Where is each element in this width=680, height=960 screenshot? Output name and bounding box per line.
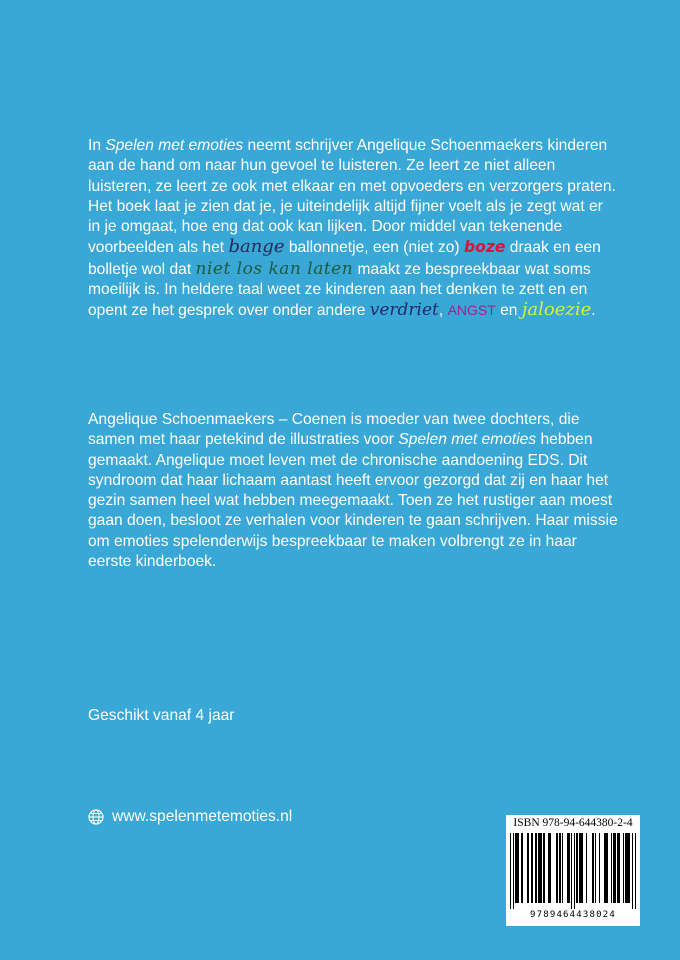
barcode-bar [632,833,633,909]
barcode-bar [522,833,523,903]
barcode-bar [635,833,636,909]
barcode-bar [562,833,563,903]
barcode-bar [568,833,569,903]
body-text: draak en een bolletje wol dat [88,239,601,278]
barcode-bar [556,833,557,903]
author-paragraph [88,410,618,572]
barcode-bar [582,833,583,903]
globe-icon [88,809,104,825]
barcode-bar [571,833,572,909]
book-title: Spelen met emoties [398,431,537,449]
body-text: en [495,302,522,320]
barcode-bar [586,833,587,903]
age-recommendation: Geschikt vanaf 4 jaar [88,707,235,724]
punctuation: , [438,302,448,320]
barcode-bar [531,833,532,903]
punctuation: . [591,302,596,320]
barcode-bar [541,833,542,903]
body-text: Angelique Schoenmaekers – Coenen is moeder van twee dochters, die samen met haar petekind de illustraties voor [88,411,580,449]
barcode-number: 9789464438024 [529,910,617,920]
barcode-bar [592,833,593,903]
body-text: neemt schrijver Angelique Schoenmaekers kinderen aan de hand om naar hun gevoel te luisteren. Ze leert ze niet alleen luisteren, ze leert ze ook met elkaar en met opvoeders en verzorgers praten. Het boek laat je zien dat je, je uiteindelijk altijd fijner voelt als je zegt wat er in je omgaat, hoe eng dat ook kan lijken. Door middel van tekenende voorbeelden als het [88,137,616,257]
barcode-bar [619,833,620,903]
word-verdriet: verdriet [369,300,439,321]
website-url[interactable]: www.spelenmetemoties.nl [112,808,293,825]
barcode-bar [543,833,544,903]
barcode [506,815,640,926]
barcode-bar [574,833,575,909]
barcode-bar [576,833,577,903]
barcode-bar [623,833,624,903]
barcode-bar [527,833,528,903]
barcode-bar [599,833,600,903]
word-bange: bange [228,236,285,258]
website[interactable] [88,808,292,826]
barcode-bar [611,833,612,903]
body-text: ballonnetje, een (niet zo) [284,239,464,257]
barcode-bar [535,833,536,903]
barcode-bar [518,833,519,903]
barcode-bar [615,833,616,903]
barcode-bar [510,833,511,909]
book-title: Spelen met emoties [105,137,244,154]
barcode-bar [595,833,596,903]
barcode-bar [628,833,629,903]
barcode-bar [550,833,551,903]
body-text: maakt ze bespreekbaar wat soms moeilijk is. In heldere taal weet ze kinderen aan het denken te zett en en opent ze het gesprek over onder andere [88,260,591,320]
word-jaloezie: jaloezie [521,299,592,321]
barcode-bar [513,833,514,909]
word-angst: ANGST [447,302,496,319]
word-boze: boze [463,238,506,257]
word-niet-los: niet los kan laten [195,258,354,279]
isbn-label: ISBN 978-94-644380-2-4 [513,817,633,829]
intro-text: In [88,137,106,154]
barcode-bar [559,833,560,903]
barcode-bars [510,833,636,909]
body-text: hebben gemaakt. Angelique moet leven met de chronische aandoening EDS. Dit syndroom dat haar lichaam aantast heeft ervoor gezorgd dat zij en haar het gezin samen heel wat hebben meegemaakt. Toen ze het rustiger aan moest gaan doen, besloot ze verhalen voor kinderen te gaan schrijven. Haar missie om emoties spelenderwijs bespreekbaar te maken volbrengt ze in haar eerste kinderboek. [88,431,618,571]
barcode-bar [607,833,608,903]
description-paragraph [88,136,618,322]
